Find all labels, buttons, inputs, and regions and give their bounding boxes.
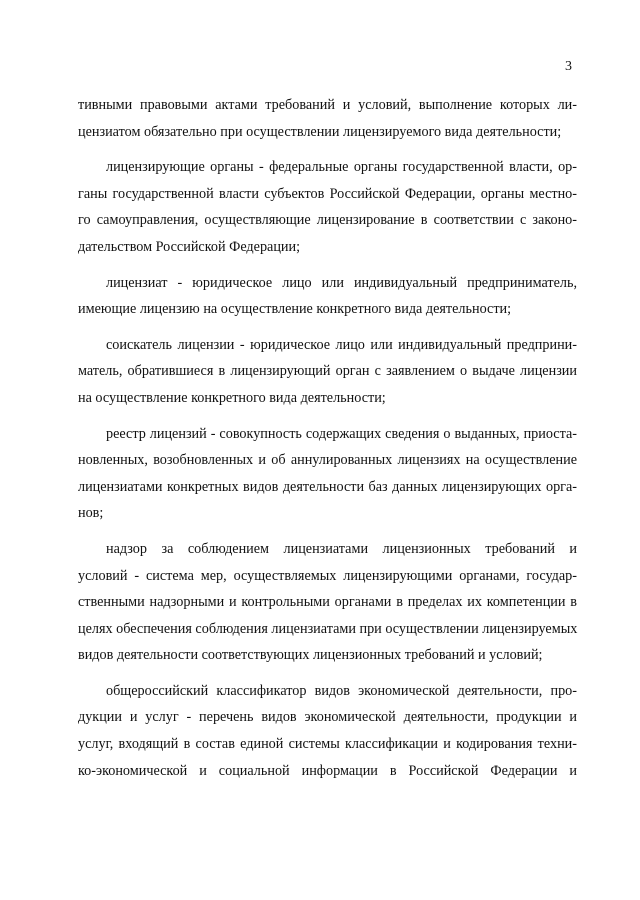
paragraph-line: условий - система мер, осуществляемых лицензирующими органами, государ- [78, 567, 577, 584]
paragraph-compliance-supervision [78, 536, 577, 669]
paragraph-license-applicant [78, 332, 577, 412]
paragraph-line: ственными надзорными и контрольными органами в пределах их компетенции в [78, 594, 577, 611]
paragraph-requirements-continuation [78, 92, 577, 145]
paragraph-line: новленных, возобновленных и об аннулированных лицензиях на осуществление [78, 452, 577, 469]
paragraph-line: услуг, входящий в состав единой системы классификации и кодирования техни- [78, 736, 577, 753]
paragraph-licensing-authorities [78, 154, 577, 260]
paragraph-line: цензиатом обязательно при осуществлении лицензируемого вида деятельности; [78, 123, 562, 140]
paragraph-line: на осуществление конкретного вида деятельности; [78, 389, 386, 406]
paragraph-line: ганы государственной власти субъектов Российской Федерации, органы местно- [78, 185, 577, 202]
paragraph-line: лицензиатами конкретных видов деятельности баз данных лицензирующих орга- [78, 478, 577, 495]
paragraph-license-register [78, 421, 577, 527]
paragraph-line: тивными правовыми актами требований и условий, выполнение которых ли- [78, 97, 577, 113]
paragraph-line: лицензиат - юридическое лицо или индивидуальный предприниматель, [106, 274, 577, 291]
paragraph-line: видов деятельности соответствующих лицензионных требований и условий; [78, 647, 543, 664]
paragraph-line: ко-экономической и социальной информации в Российской Федерации и [78, 762, 577, 779]
paragraph-activity-classifier [78, 678, 577, 784]
page-number: 3 [565, 59, 572, 74]
paragraph-line: нов; [78, 505, 104, 522]
paragraph-line: имеющие лицензию на осуществление конкретного вида деятельности; [78, 301, 512, 318]
paragraph-line: целях обеспечения соблюдения лицензиатами при осуществлении лицензируемых [78, 620, 578, 637]
paragraph-line: общероссийский классификатор видов экономической деятельности, про- [106, 682, 577, 699]
paragraph-line: реестр лицензий - совокупность содержащих сведения о выданных, приоста- [106, 425, 577, 442]
paragraph-line: матель, обратившиеся в лицензирующий орган с заявлением о выдаче лицензии [78, 363, 577, 380]
paragraph-line: го самоуправления, осуществляющие лицензирование в соответствии с законо- [78, 212, 577, 229]
paragraph-line: соискатель лицензии - юридическое лицо или индивидуальный предприни- [106, 336, 577, 353]
document-body [78, 92, 577, 793]
paragraph-line: дательством Российской Федерации; [78, 238, 301, 255]
paragraph-line: лицензирующие органы - федеральные органы государственной власти, ор- [106, 159, 577, 176]
paragraph-line: надзор за соблюдением лицензиатами лицензионных требований и [106, 540, 577, 557]
paragraph-licensee [78, 270, 577, 323]
paragraph-line: дукции и услуг - перечень видов экономической деятельности, продукции и [78, 709, 577, 726]
